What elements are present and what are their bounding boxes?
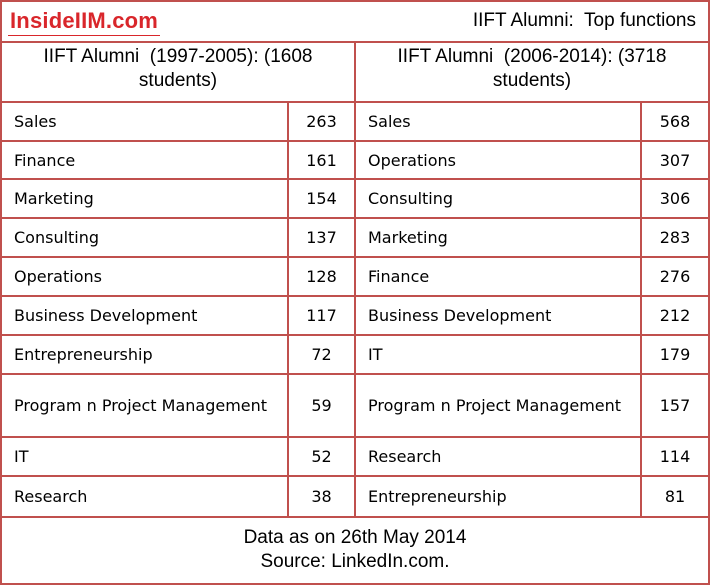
function-count: 307	[659, 150, 691, 170]
footer-source: Source: LinkedIn.com.	[260, 551, 450, 572]
grid-line	[354, 41, 356, 518]
right-row-3-function	[356, 219, 640, 256]
right-row-2-count	[642, 180, 708, 217]
left-row-8-count	[289, 438, 354, 475]
left-row-1-function	[2, 142, 287, 178]
right-row-4-count	[642, 258, 708, 295]
right-row-6-count	[642, 336, 708, 373]
function-count: 114	[659, 447, 691, 466]
right-row-7-function	[356, 375, 640, 436]
function-name: Entrepreneurship	[368, 487, 507, 506]
function-name: Sales	[368, 112, 411, 131]
function-name: Marketing	[14, 189, 94, 208]
function-count: 161	[306, 150, 337, 170]
function-name: IT	[368, 345, 383, 364]
function-name: Research	[14, 487, 88, 506]
right-column-heading: IIFT Alumni (2006-2014): (3718 students)	[397, 46, 672, 91]
grid-line	[640, 101, 642, 518]
left-row-6-count	[289, 336, 354, 373]
right-row-0-count	[642, 103, 708, 140]
left-row-2-function	[2, 180, 287, 217]
right-row-5-count	[642, 297, 708, 334]
function-name: Operations	[14, 267, 102, 286]
function-name: IT	[14, 447, 29, 466]
left-row-9-count	[289, 477, 354, 516]
right-row-8-count	[642, 438, 708, 475]
right-row-1-function	[356, 142, 640, 178]
function-count: 154	[306, 189, 337, 208]
right-row-3-count	[642, 219, 708, 256]
left-row-4-function	[2, 258, 287, 295]
right-row-0-function	[356, 103, 640, 140]
left-row-2-count	[289, 180, 354, 217]
left-row-7-count	[289, 375, 354, 436]
function-count: 179	[659, 345, 691, 364]
footer-date: Data as on 26th May 2014	[243, 527, 467, 548]
page-title: IIFT Alumni: Top functions	[472, 10, 696, 31]
right-row-9-function	[356, 477, 640, 516]
function-count: 137	[306, 228, 337, 247]
function-name: Marketing	[368, 228, 448, 247]
left-row-6-function	[2, 336, 287, 373]
right-row-2-function	[356, 180, 640, 217]
right-row-4-function	[356, 258, 640, 295]
right-row-6-function	[356, 336, 640, 373]
brand-logo: InsideIIM.com	[8, 8, 160, 36]
function-name: Program n Project Management	[368, 396, 622, 415]
function-count: 212	[659, 306, 691, 325]
left-row-3-count	[289, 219, 354, 256]
right-row-9-count	[642, 477, 708, 516]
right-row-5-function	[356, 297, 640, 334]
right-row-1-count	[642, 142, 708, 178]
function-count: 81	[664, 487, 686, 506]
function-count: 283	[659, 228, 691, 247]
left-row-3-function	[2, 219, 287, 256]
function-name: Finance	[14, 150, 76, 170]
footer	[2, 520, 708, 583]
function-count: 38	[311, 487, 332, 506]
function-name: Sales	[14, 112, 57, 131]
function-count: 276	[659, 267, 691, 286]
left-row-7-function	[2, 375, 287, 436]
function-count: 59	[311, 396, 332, 415]
function-name: Research	[368, 447, 442, 466]
left-row-0-function	[2, 103, 287, 140]
function-count: 128	[306, 267, 337, 286]
function-count: 157	[659, 396, 691, 415]
function-name: Program n Project Management	[14, 396, 268, 415]
function-name: Business Development	[14, 306, 198, 325]
left-row-4-count	[289, 258, 354, 295]
left-row-5-function	[2, 297, 287, 334]
function-name: Operations	[368, 150, 456, 170]
grid-line	[287, 101, 289, 518]
function-name: Consulting	[368, 189, 454, 208]
function-count: 263	[306, 112, 337, 131]
function-name: Business Development	[368, 306, 552, 325]
left-row-8-function	[2, 438, 287, 475]
function-name: Finance	[368, 267, 430, 286]
left-row-1-count	[289, 142, 354, 178]
left-row-5-count	[289, 297, 354, 334]
right-row-7-count	[642, 375, 708, 436]
function-name: Entrepreneurship	[14, 345, 153, 364]
left-column-heading: IIFT Alumni (1997-2005): (1608 students)	[43, 46, 318, 91]
function-count: 568	[659, 112, 691, 131]
function-count: 117	[306, 306, 337, 325]
function-name: Consulting	[14, 228, 100, 247]
right-row-8-function	[356, 438, 640, 475]
function-count: 306	[659, 189, 691, 208]
left-row-0-count	[289, 103, 354, 140]
function-count: 52	[311, 447, 332, 466]
left-row-9-function	[2, 477, 287, 516]
function-count: 72	[311, 345, 332, 364]
